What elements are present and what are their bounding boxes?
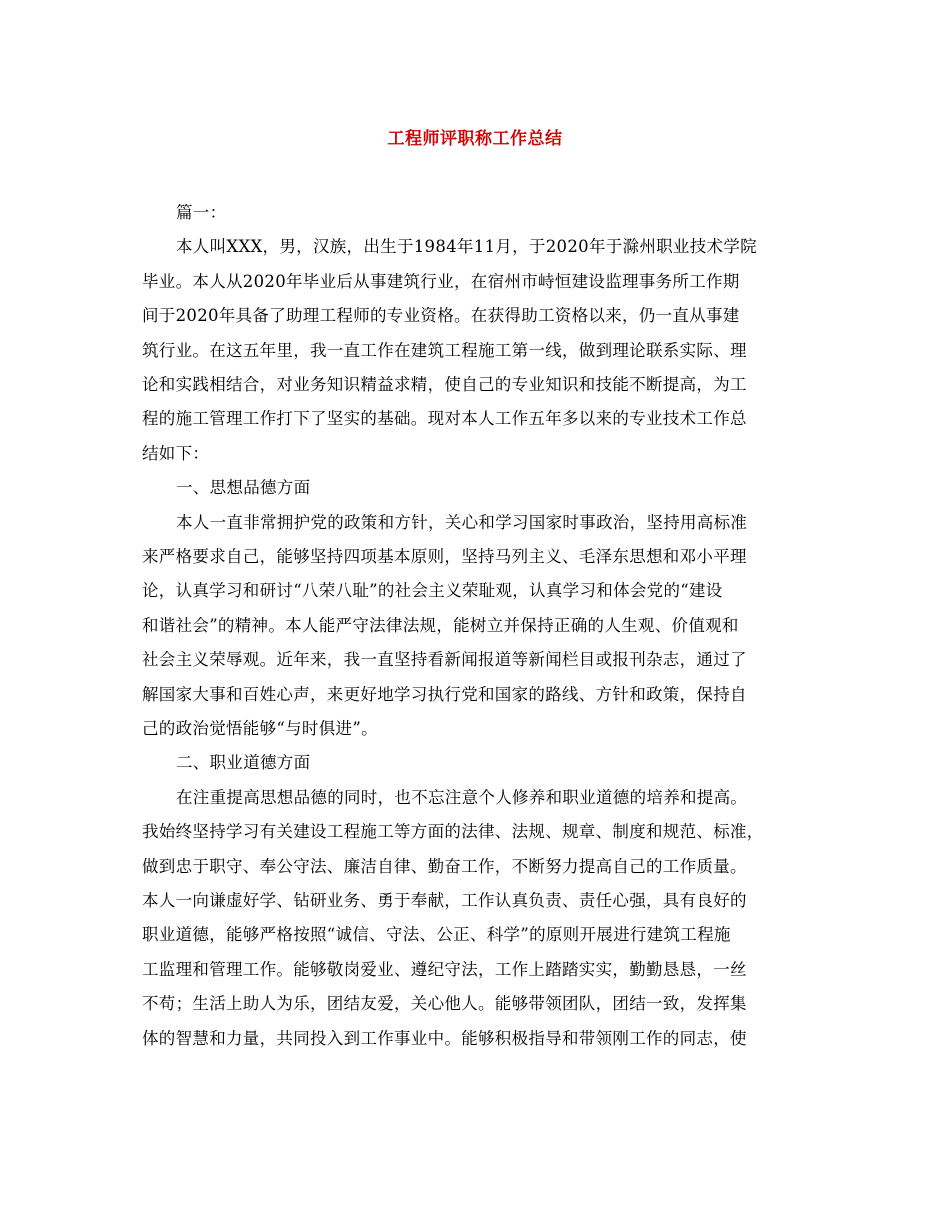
body-line: 毕业。本人从2020年毕业后从事建筑行业，在宿州市峙恒建设监理事务所工作期 xyxy=(142,271,740,291)
body-line: 我始终坚持学习有关建设工程施工等方面的法律、法规、规章、制度和规范、标准， xyxy=(142,822,764,842)
body-line: 本人一直非常拥护党的政策和方针，关心和学习国家时事政治，坚持用高标准 xyxy=(176,512,748,532)
body-line: 本人一向谦虚好学、钻研业务、勇于奉献，工作认真负责、责任心强，具有良好的 xyxy=(142,891,747,910)
body-line: 工监理和管理工作。能够敬岗爱业、遵纪守法，工作上踏踏实实，勤勤恳恳，一丝 xyxy=(142,959,747,979)
body-line: 论和实践相结合，对业务知识精益求精，使自己的专业知识和技能不断提高，为工 xyxy=(142,375,747,394)
body-line: 一、思想品德方面 xyxy=(176,478,311,498)
body-line: 二、职业道德方面 xyxy=(176,753,311,773)
body-line: 间于2020年具备了助理工程师的专业资格。在获得助工资格以来，仍一直从事建 xyxy=(142,306,740,326)
body-line: 体的智慧和力量，共同投入到工作事业中。能够积极指导和带领刚工作的同志，使 xyxy=(142,1028,747,1048)
body-line: 篇一： xyxy=(176,203,227,222)
body-line: 职业道德，能够严格按照“诚信、守法、公正、科学”的原则开展进行建筑工程施 xyxy=(142,925,731,945)
document-title: 工程师评职称工作总结 xyxy=(387,129,563,149)
body-line: 社会主义荣辱观。近年来，我一直坚持看新闻报道等新闻栏目或报刊杂志，通过了 xyxy=(142,650,747,670)
body-line: 做到忠于职守、奉公守法、廉洁自律、勤奋工作，不断努力提高自己的工作质量。 xyxy=(142,856,747,876)
body-line: 不苟；生活上助人为乐，团结友爱，关心他人。能够带领团队，团结一致，发挥集 xyxy=(142,994,747,1014)
body-line: 本人叫XXX，男，汉族，出生于1984年11月，于2020年于滁州职业技术学院 xyxy=(176,237,757,257)
body-line: 在注重提高思想品德的同时，也不忘注意个人修养和职业道德的培养和提高。 xyxy=(176,787,748,807)
body-line: 来严格要求自己，能够坚持四项基本原则，坚持马列主义、毛泽东思想和邓小平理 xyxy=(142,547,747,566)
body-line: 程的施工管理工作打下了坚实的基础。现对本人工作五年多以来的专业技术工作总 xyxy=(142,409,747,429)
body-line: 己的政治觉悟能够“与时俱进”。 xyxy=(142,719,378,738)
body-line: 解国家大事和百姓心声，来更好地学习执行党和国家的路线、方针和政策，保持自 xyxy=(142,684,747,704)
body-line: 和谐社会”的精神。本人能严守法律法规，能树立并保持正确的人生观、价值观和 xyxy=(142,615,739,635)
body-line: 筑行业。在这五年里，我一直工作在建筑工程施工第一线，做到理论联系实际、理 xyxy=(142,340,747,360)
body-line: 结如下： xyxy=(142,443,210,463)
body-line: 论，认真学习和研讨“八荣八耻”的社会主义荣耻观，认真学习和体会党的“建设 xyxy=(142,581,723,601)
